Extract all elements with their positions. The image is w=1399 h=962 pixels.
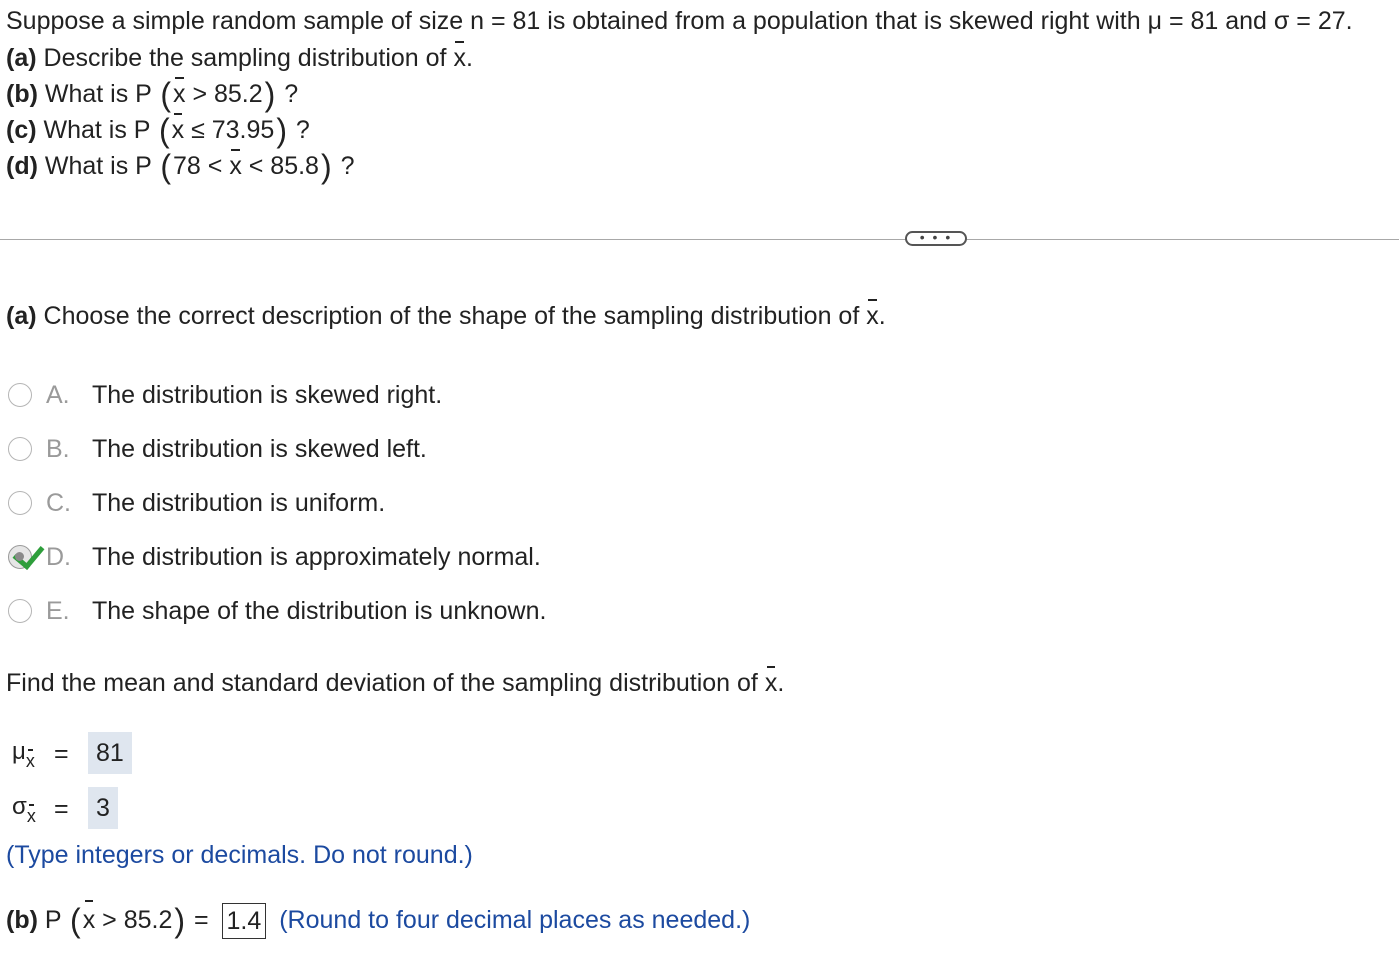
part-d-label: (d) bbox=[6, 152, 38, 180]
radio-a[interactable] bbox=[8, 383, 32, 407]
mean-sd-prompt: Find the mean and standard deviation of the sampling distribution of x. bbox=[6, 669, 785, 697]
option-e[interactable] bbox=[8, 594, 546, 628]
option-letter: E. bbox=[46, 596, 70, 625]
part-b-answer-row: (b) P (x > 85.2) = 1.4 (Round to four decimal places as needed.) bbox=[6, 901, 751, 939]
option-text: The distribution is approximately normal. bbox=[92, 542, 541, 571]
part-a-label: (a) bbox=[6, 44, 37, 72]
option-b[interactable] bbox=[8, 432, 427, 466]
option-d[interactable] bbox=[8, 540, 541, 574]
option-text: The distribution is skewed left. bbox=[92, 434, 427, 463]
part-c-label: (c) bbox=[6, 116, 37, 144]
problem-part-d: (d) What is P (78 < x < 85.8) ? bbox=[6, 147, 355, 185]
sd-answer: 3 bbox=[88, 787, 118, 829]
sd-equals: = bbox=[54, 795, 69, 823]
part-b-label: (b) bbox=[6, 80, 38, 108]
mean-answer: 81 bbox=[88, 732, 132, 774]
option-a[interactable] bbox=[8, 378, 442, 412]
radio-c[interactable] bbox=[8, 491, 32, 515]
xbar-symbol: x bbox=[453, 44, 466, 72]
option-letter: B. bbox=[46, 434, 70, 463]
more-options-button[interactable]: • • • bbox=[905, 231, 967, 246]
problem-part-b: (b) What is P (x > 85.2) ? bbox=[6, 75, 299, 113]
problem-part-a: (a) Describe the sampling distribution of x. bbox=[6, 44, 473, 72]
rounding-note: (Type integers or decimals. Do not round.) bbox=[6, 841, 473, 869]
problem-part-c: (c) What is P (x ≤ 73.95) ? bbox=[6, 111, 310, 149]
part-b-answer-label: (b) bbox=[6, 906, 38, 934]
option-letter: D. bbox=[46, 542, 71, 571]
intro-text: Suppose a simple random sample of size n = 81 is obtained from a population that is skewed right with μ = 81 and σ = 27. bbox=[6, 7, 1353, 35]
sd-row bbox=[0, 787, 300, 831]
probability-input[interactable]: 1.4 bbox=[222, 903, 267, 939]
radio-d-selected[interactable] bbox=[8, 545, 32, 569]
problem-intro bbox=[6, 6, 1353, 36]
sigma-symbol: $\sigma_x$ bbox=[12, 793, 36, 826]
option-text: The shape of the distribution is unknown. bbox=[92, 596, 547, 625]
option-text: The distribution is skewed right. bbox=[92, 380, 443, 409]
part-b-round-note: (Round to four decimal places as needed.) bbox=[279, 906, 751, 934]
option-c[interactable] bbox=[8, 486, 385, 520]
section-divider bbox=[0, 239, 1399, 240]
part-a-question: (a) Choose the correct description of the shape of the sampling distribution of x. bbox=[6, 302, 886, 330]
option-text: The distribution is uniform. bbox=[92, 488, 386, 517]
radio-e[interactable] bbox=[8, 599, 32, 623]
option-letter: A. bbox=[46, 380, 70, 409]
mean-row bbox=[0, 732, 300, 776]
correct-check-icon bbox=[13, 537, 45, 570]
part-a-question-label: (a) bbox=[6, 302, 37, 330]
radio-b[interactable] bbox=[8, 437, 32, 461]
mean-equals: = bbox=[54, 740, 69, 768]
option-letter: C. bbox=[46, 488, 71, 517]
mu-symbol: $\mu_x$ bbox=[12, 738, 35, 771]
